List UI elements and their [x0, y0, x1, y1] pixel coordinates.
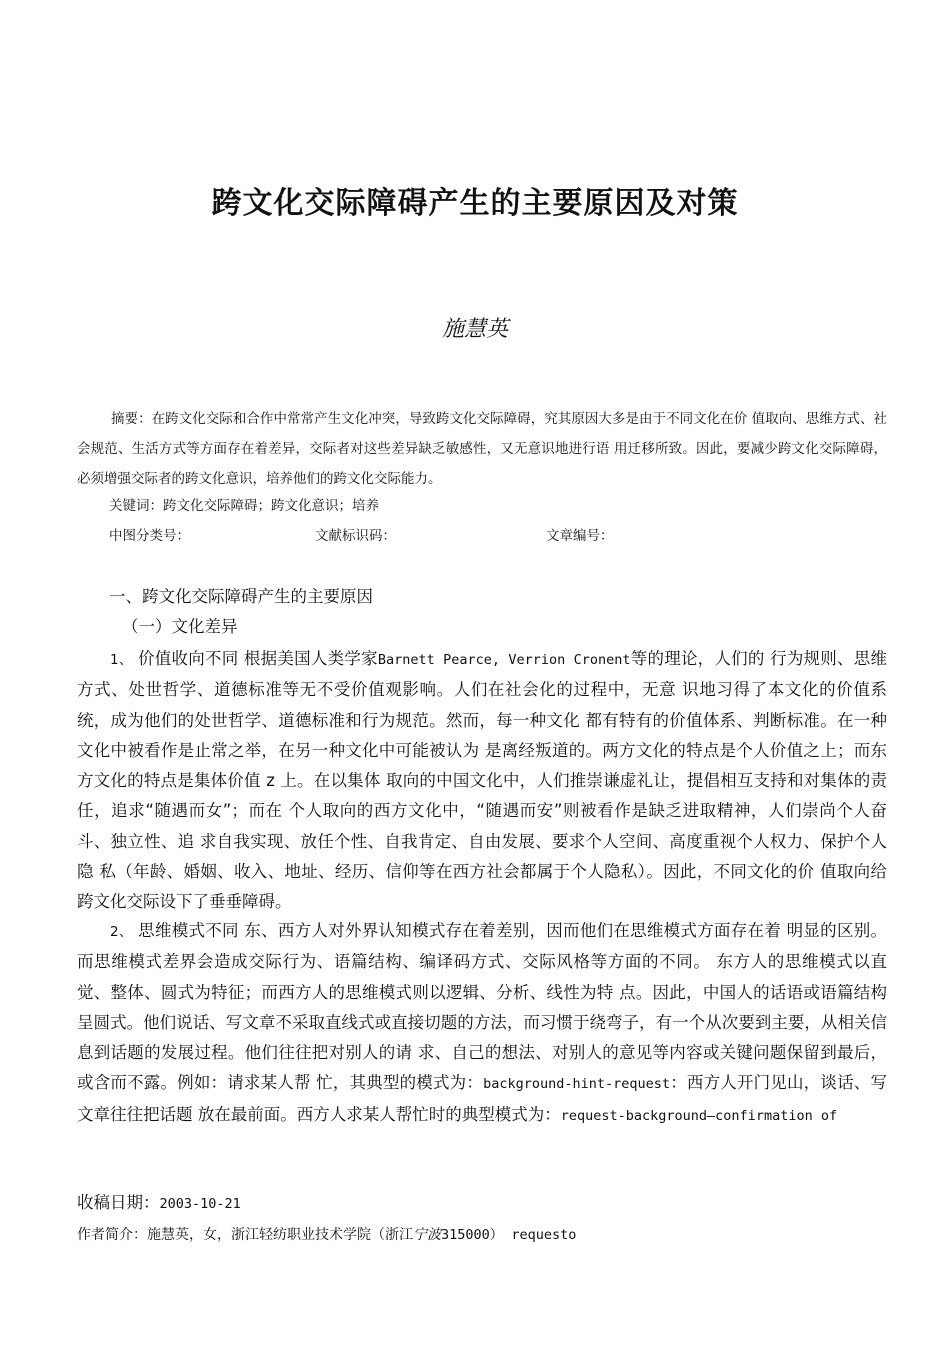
author-bio-postcode: 315000） requesto [441, 1227, 577, 1243]
article-number-label: 文章编号： [546, 528, 614, 544]
paragraph-number: 2、 [110, 924, 133, 940]
author-name: 施慧英 [441, 317, 508, 342]
paragraph-text: 价值收向不同 根据美国人类学家 [138, 649, 378, 668]
subsection-heading: （一）文化差异 [122, 617, 238, 636]
scholar-names: Barnett Pearce, Verrion Cronent [377, 652, 631, 668]
author-bio-city: 宁波 [413, 1227, 441, 1243]
pattern-chinese: background-hint-request [483, 1076, 670, 1093]
pattern-western: request-background—confirmation of [560, 1107, 838, 1124]
keywords: 关键词：跨文化交际障碍；跨文化意识；培养 [109, 498, 379, 514]
paragraph-number: 1、 [110, 652, 133, 668]
abstract: 摘要：在跨文化交际和合作中常常产生文化冲突，导致跨文化交际障碍，究其原因大多是由于不同文化在价 值取向、思维方式、社会规范、生活方式等方面存在着差异，交际者对这些差异缺乏敏感性，又无意识地进行语 用迁移所致。因此，要减少跨文化交际障碍，必须增强交际者的跨文化意识，培养他们的跨文化交际能力。 [77, 411, 887, 487]
paragraph-text: 等的理论，人们的 行为规则、思维方式、处世哲学、道德标准等无不受价值观影响。人们在社会化的过程中，无意 识地习得了本文化的价值系统，成为他们的处世哲学、道德标准和行为规范。然而，每一种文化 都有特有的价值体系、判断标准。在一种文化中被看作是止常之举，在另一种文化中可能被认为 是离经叛道的。两方文化的特点是个人价值之上；而东方文化的特点是集体价值 z 上。在以集体 取向的中国文化中，人们推崇谦虚礼让，提倡相互支持和对集体的责任，追求“随遇而女”；而在 个人取向的西方文化中，“随遇而安”则被看作是缺乏进取精神，人们崇尚个人奋斗、独立性、追 求自我实现、放任个性、自我肯定、自由发展、要求个人空间、高度重视个人权力、保护个人隐 私（年龄、婚姻、收入、地址、经历、信仰等在西方社会都属于个人隐私）。因此，不同文化的价 值取向给跨文化交际设下了垂垂障碍。 [77, 649, 888, 912]
author-bio-line [77, 1224, 576, 1246]
document-code-label: 文献标识码： [315, 528, 396, 544]
paragraph-value-orientation [77, 644, 887, 918]
paragraph-text: 思维模式不同 东、西方人对外界认知模式存在着差别，因而他们在思维模式方面存在着 明显的区别。而思维模式差界会造成交际行为、语篇结构、编译码方式、交际风格等方面的不同。 东方人的思维模式以直觉、整体、圆式为特征；而西方人的思维模式则以逻辑、分析、线性为特 点。因此，中国人的话语或语篇结构呈圆式。他们说话、写文章不采取直线式或直接切题的方法，而习惯于绕弯子，有一个从次要到主要，从相关信息到话题的发展过程。他们往往把对别人的请 求、自己的想法、对别人的意见等内容或关键问题保留到最后，或含而不露。例如：请求某人帮 忙，其典型的模式为： [77, 921, 887, 1093]
paragraph-thinking-mode [77, 916, 887, 1131]
paper-title: 跨文化交际障碍产生的主要原因及对策 [211, 186, 739, 221]
author-bio-text: 作者简介：施慧英，女，浙江轻纺职业技术学院（浙江 [77, 1227, 413, 1243]
clc-number-label: 中图分类号： [109, 528, 190, 544]
received-date-line [77, 1190, 241, 1217]
received-date: 2003-10-21 [159, 1196, 241, 1212]
received-label: 收稿日期： [77, 1193, 160, 1212]
paragraph-text: ：西方人开门见山，谈话、写文章往往把话题 放在最前面。西方人求某人帮忙时的典型模式为： [77, 1073, 888, 1124]
section-heading: 一、跨文化交际障碍产生的主要原因 [109, 587, 373, 606]
